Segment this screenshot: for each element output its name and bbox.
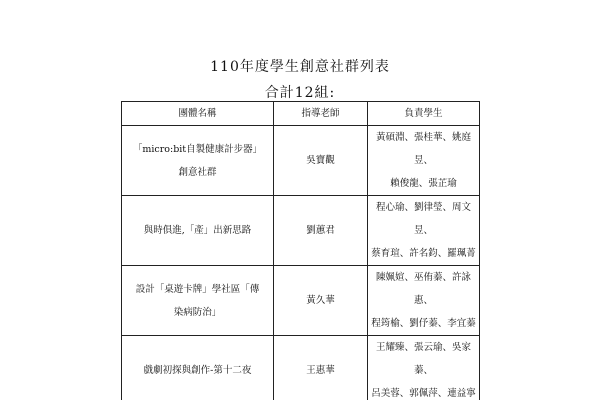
group-name-line: 創意社群 bbox=[178, 166, 217, 178]
students-line: 賴俊龍、張芷瑜 bbox=[390, 178, 457, 189]
table-row bbox=[122, 126, 480, 196]
teacher-cell: 黃久華 bbox=[274, 266, 368, 336]
groups-table bbox=[121, 101, 480, 400]
group-name-line: 與時俱進,「產」出新思路 bbox=[143, 225, 252, 236]
table-header-row bbox=[122, 102, 480, 126]
group-name-cell bbox=[122, 126, 274, 196]
document-subtitle: 合計12組: bbox=[264, 85, 336, 101]
table-row bbox=[122, 336, 480, 400]
students-cell bbox=[368, 196, 480, 266]
group-name-line: 戲劇初探與創作-第十二夜 bbox=[143, 365, 252, 376]
table-row bbox=[122, 196, 480, 266]
students-line: 程心瑜、劉律瑩、周文昱、 bbox=[375, 202, 471, 236]
students-line: 陳姵媗、巫侑蓁、許詠惠、 bbox=[375, 272, 471, 306]
students-line: 程筠榆、劉伃蓁、李宜蓁 bbox=[371, 318, 476, 329]
students-line: 呂美蓉、郭佩萍、連益寧 bbox=[371, 388, 476, 399]
header-teacher: 指導老師 bbox=[274, 102, 368, 126]
teacher-cell: 王惠華 bbox=[274, 336, 368, 400]
group-name-line: 染病防治」 bbox=[173, 306, 222, 318]
table-row bbox=[122, 266, 480, 336]
group-name-cell bbox=[122, 336, 274, 400]
students-line: 黃碩淵、張桂華、姚庭昱、 bbox=[375, 132, 471, 166]
document-title: 110年度學生創意社群列表 bbox=[210, 59, 390, 75]
students-line: 王耀臻、張云瑜、吳家蓁、 bbox=[375, 342, 471, 376]
teacher-cell: 吳寶觀 bbox=[274, 126, 368, 196]
group-name-cell bbox=[122, 266, 274, 336]
students-cell bbox=[368, 336, 480, 400]
students-cell bbox=[368, 266, 480, 336]
group-name-cell bbox=[122, 196, 274, 266]
teacher-cell: 劉蕙君 bbox=[274, 196, 368, 266]
header-group-name: 團體名稱 bbox=[122, 102, 274, 126]
students-cell bbox=[368, 126, 480, 196]
group-name-line: 「micro:bit自製健康計步器」 bbox=[132, 143, 263, 155]
group-name-line: 設計「桌遊卡牌」學社區「傳 bbox=[135, 283, 260, 295]
students-line: 蔡育瑄、許名鈞、羅珮菁 bbox=[371, 248, 476, 259]
header-students: 負責學生 bbox=[368, 102, 480, 126]
